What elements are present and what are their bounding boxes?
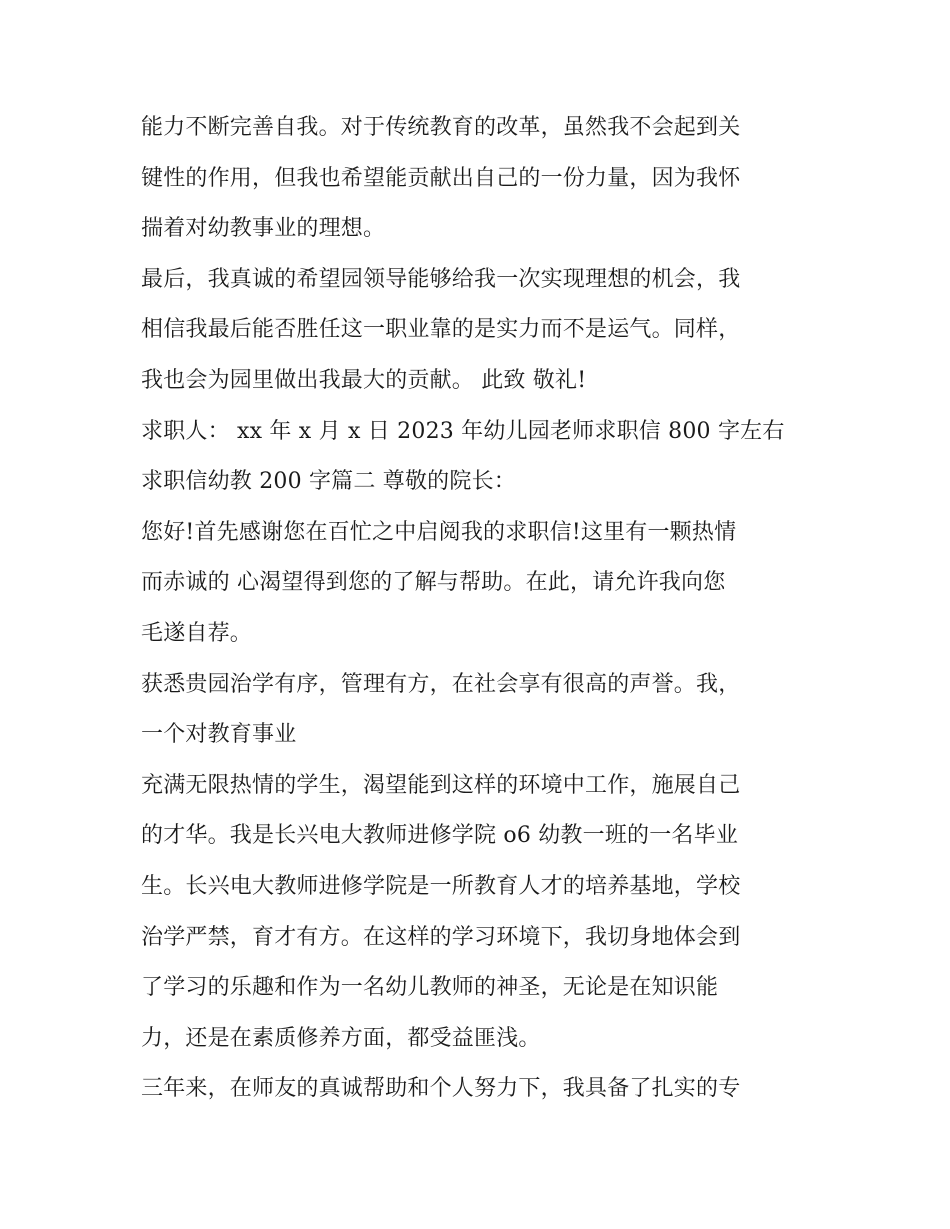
text-line: 生。长兴电大教师进修学院是一所教育人才的培养基地，学校 bbox=[141, 873, 741, 899]
text-line: 键性的作用，但我也希望能贡献出自己的一份力量，因为我怀 bbox=[141, 165, 741, 191]
text-line: 而赤诚的 心渴望得到您的了解与帮助。在此，请允许我向您 bbox=[141, 570, 726, 596]
text-line: 求职信幼教 200 字篇二 尊敬的院长： bbox=[141, 469, 516, 495]
text-line: 充满无限热情的学生，渴望能到这样的环境中工作，施展自己 bbox=[141, 772, 741, 798]
text-line: 我也会为园里做出我最大的贡献。 此致 敬礼! bbox=[141, 367, 587, 393]
text-line: 相信我最后能否胜任这一职业靠的是实力而不是运气。同样， bbox=[141, 317, 741, 343]
text-line: 的才华。我是长兴电大教师进修学院 o6 幼教一班的一名毕业 bbox=[141, 823, 739, 849]
text-line: 三年来，在师友的真诚帮助和个人努力下，我具备了扎实的专 bbox=[141, 1076, 741, 1102]
text-line: 一个对教育事业 bbox=[141, 722, 297, 748]
text-line: 了学习的乐趣和作为一名幼儿教师的神圣，无论是在知识能 bbox=[141, 975, 719, 1001]
text-line: 最后，我真诚的希望园领导能够给我一次实现理想的机会，我 bbox=[141, 266, 741, 292]
text-line: 揣着对幼教事业的理想。 bbox=[141, 216, 386, 242]
text-line: 获悉贵园治学有序，管理有方，在社会享有很高的声誉。我， bbox=[141, 671, 741, 697]
text-line: 力，还是在素质修养方面，都受益匪浅。 bbox=[141, 1025, 541, 1051]
text-line: 治学严禁，育才有方。在这样的学习环境下，我切身地体会到 bbox=[141, 924, 741, 950]
document-body bbox=[141, 103, 821, 1115]
text-line: 能力不断完善自我。对于传统教育的改革，虽然我不会起到关 bbox=[141, 115, 741, 140]
text-line: 您好!首先感谢您在百忙之中启阅我的求职信!这里有一颗热情 bbox=[141, 519, 737, 545]
text-line: 求职人： xx 年 x 月 x 日 2023 年幼儿园老师求职信 800 字左右 bbox=[141, 418, 785, 444]
text-line: 毛遂自荐。 bbox=[141, 620, 253, 646]
